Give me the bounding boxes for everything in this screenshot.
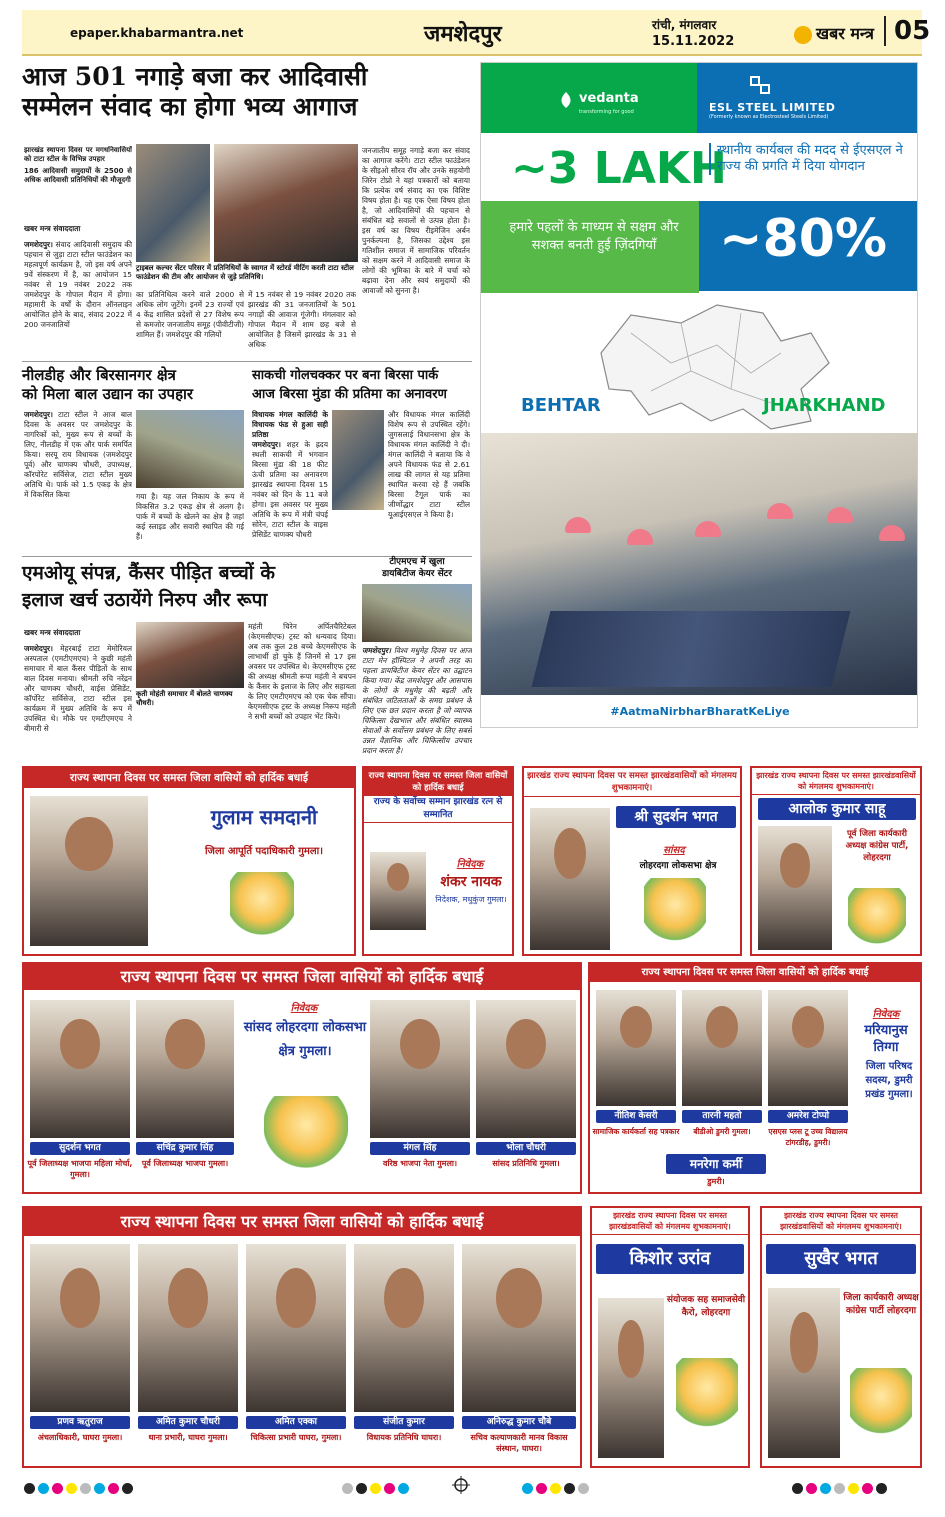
person-name: भोला चौधरी	[476, 1142, 576, 1155]
person-name: मंगल सिंह	[370, 1142, 470, 1155]
person-name: किशोर उरांव	[596, 1244, 744, 1274]
story5-text: विश्व मधुमेह दिवस पर आज टाटा मेन हॉस्पिटल ने अपनी तरह का पहला डायबिटीज केयर सेंटर का उद्घाटन किया गया। केंद्र जमशेदपुर और आसपास के लोगों के मधुमेह की बढ़ती और संबंधित जटिलताओं के समग्र प्रबंधन के लिए एक छत प्रदान करता है जो व्यापक चिकित्सा देखभाल और संबंधित स्वास्थ्य सेवाओं के सर्वोत्तम प्रबंधन के लिए सबसे उन्नत वैज्ञानिक और चिकित्सीय उपचार प्रदान करता है।	[362, 646, 472, 755]
green-text: हमारे पहलों के माध्यम से सक्षम और सशक्त बनती हुई ज़िंदगियाँ	[509, 220, 679, 253]
person-name: तारनी महतो	[682, 1110, 762, 1123]
nivedak-label: निवेदक	[456, 859, 484, 870]
person-designation: बीडीओ डुमरी गुमला।	[693, 1127, 751, 1136]
person-name: अनिरुद्ध कुमार चौबे	[462, 1416, 576, 1429]
percent-panel	[699, 201, 918, 291]
lakh-text: स्थानीय कार्यबल की मदद से ईएसएल ने राज्य की प्रगति में दिया योगदान	[709, 143, 909, 175]
person-designation: संयोजक सह समाजसेवी कैरो, लोहरदगा	[666, 1295, 746, 1318]
person-name: आलोक कुमार साहू	[758, 798, 916, 820]
greeting-ad-gumla-bjp	[22, 962, 582, 1194]
story3-bullet: विधायक मंगल कालिंदी के विधायक फंड से हुआ सही प्रतिष्ठा	[252, 410, 328, 439]
masthead	[22, 10, 931, 56]
color-dots-right	[792, 1478, 890, 1497]
story1-text-a: संवाद आदिवासी समुदाय की पहचान से जुड़ा टाटा स्टील फाउंडेशन का महत्वपूर्ण कार्यक्रम है, जो इस वर्ष अपने 9वें संस्करण में है, का आयोजन 15 नवंबर से 19 नवंबर 2022 तक जमशेदपुर के गोपाल मैदान में होगा। महामारी के वर्षों के दौरान ऑनलाइन आयोजित होने के बाद, संवाद 2022 में 200 जनजातियों	[24, 240, 132, 329]
person-name: अमरेश टोप्पो	[768, 1110, 848, 1123]
person-title: सांसद	[663, 845, 685, 856]
edition-place: रांची, मंगलवार	[652, 18, 717, 32]
greeting-ad-ghaghra	[22, 1206, 582, 1468]
person-name: गुलाम समदानी	[210, 805, 318, 829]
person-designation: सांसद प्रतिनिधि गुमला।	[492, 1159, 560, 1168]
jharkhand-emblem-icon	[676, 1358, 738, 1432]
story4-col-b: महंती चिरेन अर्पितचैरिटेबल (केएमसीएफ) ट्रस्ट को धन्यवाद दिया। अब तक कुल 28 बच्चे केएमसीएफ के लाभार्थी हो चुके हैं जिनमें से 17 इस अवसर पर उपस्थित थे। केएमसीएफ ट्रस्ट की अध्यक्ष श्रीमती रूपा महंती ने बचपन के कैंसर के इलाज के लिए और सहायता के लिए एमटीएमएच को एक चेक सौंपा। केएमसीएफ ट्रस्ट के अध्यक्ष निरूप महंती ने सभी बच्चों को उपहार भेंट किये।	[248, 622, 356, 721]
person-name: अमित कुमार चौधरी	[138, 1416, 238, 1429]
greeting-bar: झारखंड राज्य स्थापना दिवस पर समस्त झारखंडवासियों को मंगलमय शुभकामनाएं।	[762, 1208, 920, 1235]
box-name: मनरेगा कर्मी	[666, 1154, 766, 1174]
esl-subtitle: (Formerly known as Electrosteel Steels Limited)	[709, 114, 829, 120]
story4-headline	[22, 560, 362, 614]
greeting-bar: राज्य स्थापना दिवस पर समस्त जिला वासियों को हार्दिक बधाई	[24, 768, 354, 788]
jharkhand-emblem-icon	[850, 1368, 912, 1438]
vedanta-name: vedanta	[579, 91, 639, 106]
story3-col-b: और विधायक मंगल कालिंदी विशेष रूप से उपस्थित रहेंगे। जुगसलाई विधानसभा क्षेत्र के विधायक मंगल कालिंदी ने दी। मंगल कालिंदी ने बताया कि वे अपने विधायक फंड से 2.61 लाख की लागत से यह प्रतिमा स्थापित करवा रहे हैं जबकि बिरसा टैगूल पार्क का जीर्णोद्धार टाटा स्टील यूआईएसएल ने किया है।	[388, 410, 470, 519]
story2-photo	[136, 410, 244, 488]
person-designation: अंचलाधिकारी, घाघरा गुमला।	[37, 1433, 123, 1442]
story5-headline	[362, 556, 472, 580]
story4-text-a: मेहरबाई टाटा मेमोरियल अस्पताल (एमटीएमएच) ने कुछी महंती समाचार में बाल कैंसर पीड़ितों के साथ बाल दिवस मनाया। श्रीमती रुचि नरेंद्रन और चाणक्य चौधरी, वाईस प्रेसिडेंट, कॉर्पोरेट सर्विसेज, टाटा स्टील इस कार्यक्रम में मुख्य अतिथि के रूप में उपस्थित थे। मौके पर एमटीएमएच ने बीमारी से	[24, 644, 132, 733]
story5-headline-line2: डायबिटीज केयर सेंटर	[382, 569, 452, 579]
main-person-designation: जिला परिषद सदस्य, डुमरी प्रखंड गुमला।	[865, 1061, 913, 1100]
story1-headline	[22, 62, 472, 122]
jharkhand-emblem-icon	[230, 872, 294, 938]
person-name: श्री सुदर्शन भगत	[616, 806, 736, 828]
person-designation: थाना प्रभारी, घाघरा गुमला।	[148, 1433, 228, 1442]
page-number: 05	[884, 16, 930, 46]
story1-bullets	[24, 146, 132, 185]
color-dots-mid	[522, 1478, 592, 1497]
person-name: नीतिश केसरी	[596, 1110, 676, 1123]
person-designation: पूर्व जिला कार्यकारी अध्यक्ष कांग्रेस पार्टी, लोहरदगा	[845, 829, 909, 863]
nivedak-label: निवेदक	[872, 1009, 900, 1020]
story4-headline-line1: एमओयू संपन्न, कैंसर पीड़ित बच्चों के	[22, 562, 275, 584]
logo-icon	[794, 26, 812, 44]
esl-logo-panel	[697, 63, 918, 133]
person-designation: वरिष्ठ भाजपा नेता गुमला।	[383, 1159, 457, 1168]
nivedak-label: निवेदक	[290, 1003, 318, 1014]
story3-headline-line1: साकची गोलचक्कर पर बना बिरसा पार्क	[252, 368, 439, 383]
greeting-bar: झारखंड राज्य स्थापना दिवस पर समस्त झारखंडवासियों को मंगलमय शुभकामनाएं।	[752, 768, 920, 795]
story1-col-c: में 15 नवंबर से 19 नवंबर 2020 तक झारखंड की 31 जनजातियों के 501 नगाड़ों की आवाज गूंजेगी। मंगलवार को गोपाल मैदान में शाम छह बजे से आयोजित है जिसमें झारखंड के 31 से अधिक	[248, 290, 356, 349]
person-designation: सचिव कल्याणकारी मानव विकास संस्थान, घाघरा।	[470, 1433, 568, 1453]
esl-title: ESL STEEL LIMITED	[709, 101, 836, 114]
person-designation: लोहरदगा लोकसभा क्षेत्र	[639, 861, 717, 871]
greeting-bar: राज्य स्थापना दिवस पर समस्त जिला वासियों को हार्दिक बधाई	[24, 964, 580, 990]
person-name: शंकर नायक	[440, 874, 502, 890]
story1-caption: ट्राइबल कल्चर सेंटर परिसर में प्रतिनिधियों के स्वागत में स्टोरर्ड मीटिंग करती टाटा स्टील फाउंडेशन की टीम और आयोजन से जुड़े प्रतिनिधि।	[136, 264, 354, 281]
person-designation: जिला आपूर्ति पदाधिकारी गुमला।	[204, 846, 324, 857]
behtar-word: BEHTAR	[521, 395, 601, 416]
person-name: प्रणव ऋतुराज	[30, 1416, 130, 1429]
esl-name	[709, 101, 835, 120]
story1-byline: खबर मन्त्र संवाददाता	[24, 224, 81, 233]
greeting-bar: झारखंड राज्य स्थापना दिवस पर समस्त झारखंडवासियों को मंगलमय शुभकामनाएं।	[524, 768, 740, 797]
jharkhand-emblem-icon	[848, 888, 906, 946]
percent-figure: ~80%	[719, 209, 888, 269]
story2-col-a	[24, 410, 132, 556]
edition-city: जमशेदपुर	[424, 22, 502, 47]
person-designation: निदेशक, मधुकुंज गुमला।	[435, 895, 507, 904]
dateline: जमशेदपुर।	[252, 440, 281, 449]
story4-caption: कृती मोहंती समाचार में बोलते चाणक्य चौधरी।	[136, 690, 233, 707]
jharkhand-emblem-icon	[264, 1096, 348, 1168]
story5-body	[362, 646, 472, 758]
vedanta-logo-panel	[481, 63, 697, 133]
greeting-ad-alok	[750, 766, 922, 956]
award-line: राज्य के सर्वोच्च सम्मान झारखंड रत्न से सम्मानित	[364, 796, 512, 823]
dateline: जमशेदपुर।	[24, 644, 53, 653]
story1-col-a	[24, 240, 132, 358]
person-name: सुखैर भगत	[766, 1244, 916, 1274]
story3-text-a: शहर के ह्रदय स्थली साकची में भगवान बिरसा मुंडा की 18 फीट ऊंची प्रतिमा का अनावरण झारखंड स्थापना दिवस 15 नवंबर को दिन के 11 बजे होगा। इस अवसर पर मुख्य अतिथि के रूप में मंत्री चंपई सोरेन, टाटा स्टील के वाइस प्रेसिडेंट चाणक्य चौधरी	[252, 440, 328, 539]
site-url[interactable]: epaper.khabarmantra.net	[70, 26, 244, 40]
story1-bullet-1: झारखंड स्थापना दिवस पर मगधनिवासियों को टाटा स्टील के विभिन्न उपहार	[24, 146, 132, 163]
greeting-bar: राज्य स्थापना दिवस पर समस्त जिला वासियों को हार्दिक बधाई	[24, 1208, 580, 1236]
vedanta-tagline: transforming for good	[579, 109, 634, 115]
story1-col-b: का प्रतिनिधित्व करने वाले 2000 से अधिक लोग जुटेंगे। इनमें 23 राज्यों एवं 4 केंद्र शासित प्रदेशों से 27 विशेष रूप से कमजोर जनजातीय समूह (पीवीटीजी) शामिल हैं। जमशेदपुर की गलियों	[136, 290, 244, 339]
solar-panel-workers-photo	[481, 433, 918, 695]
story2-headline	[22, 366, 250, 404]
person-designation: विधायक प्रतिनिधि घाघरा।	[366, 1433, 442, 1442]
color-dots-left	[24, 1478, 136, 1497]
main-person-name: मरियानुस तिग्गा	[864, 1023, 908, 1055]
print-registration-marks	[22, 1474, 922, 1496]
birsa-statue-photo	[332, 410, 384, 510]
person-designation: पूर्व जिलाध्यक्ष भाजपा महिला मोर्चा, गुमला।	[27, 1159, 133, 1179]
jharkhand-emblem-icon	[644, 878, 706, 944]
lakh-figure: ~3 LAKH	[511, 143, 727, 194]
person-name: सचिंद्र कुमार सिंह	[136, 1142, 234, 1155]
greeting-bar: राज्य स्थापना दिवस पर समस्त जिला वासियों को हार्दिक बधाई	[590, 964, 920, 982]
color-dots-center	[342, 1478, 412, 1497]
story1-photo-1	[136, 144, 210, 262]
story3-col-a	[252, 440, 328, 554]
center-text: सांसद लोहरदगा लोकसभा क्षेत्र गुमला।	[243, 1020, 367, 1059]
person-name: अमित एक्का	[246, 1416, 346, 1429]
story1-headline-line2: सम्मेलन संवाद का होगा भव्य आगाज	[22, 92, 358, 121]
brand-name: खबर मन्त्र	[816, 24, 874, 43]
hashtag-bar: #AatmaNirbharBharatKeLiye	[481, 695, 918, 728]
box-designation: डुमरी।	[707, 1177, 725, 1186]
person-designation: एसएस प्लस टू उच्च विद्यालय टांगरडीह, डुमरी।	[768, 1127, 848, 1147]
greeting-ad-kishor	[590, 1206, 750, 1468]
esl-logo-icon	[749, 75, 771, 95]
person-designation: पूर्व जिलाध्यक्ष भाजपा गुमला।	[141, 1159, 229, 1168]
story1-photo-2	[214, 144, 358, 262]
story4-col-a	[24, 644, 132, 758]
edition-date: 15.11.2022	[652, 34, 735, 49]
story3-headline	[252, 366, 474, 404]
vedanta-esl-advert	[480, 62, 918, 728]
person-designation: जिला कार्यकारी अध्यक्ष कांग्रेस पार्टी लोहरदगा	[843, 1293, 919, 1316]
story5-headline-line1: टीएमएच में खुला	[389, 557, 445, 567]
person-name: संजीत कुमार	[354, 1416, 454, 1429]
story1-headline-line1: आज 501 नगाड़े बजा कर आदिवासी	[22, 62, 368, 91]
dateline: जमशेदपुर।	[24, 240, 53, 249]
jharkhand-word: JHARKHAND	[763, 395, 886, 416]
story2-col-b: गया है। यह जल निकाय के रूप में विकसित 3.2 एकड़ क्षेत्र से अलग है। पार्क में बच्चों के खेलने का क्षेत्र है जहां कई स्लाइड और सवारी स्थापित की गई हैं।	[136, 492, 244, 541]
story2-headline-line2: को मिला बाल उद्यान का उपहार	[22, 385, 194, 403]
person-designation: चिकित्सा प्रभारी घाघरा, गुमला।	[250, 1433, 342, 1442]
dateline: जमशेदपुर।	[24, 410, 53, 419]
greeting-ad-sukhair	[760, 1206, 922, 1468]
story4-byline: खबर मन्त्र संवाददाता	[24, 628, 81, 637]
greeting-ad-dumri	[588, 962, 922, 1194]
person-designation: सामाजिक कार्यकर्ता सह पत्रकार	[592, 1127, 680, 1136]
vedanta-flame-icon	[557, 91, 575, 109]
greeting-ad-sudarshan	[522, 766, 742, 956]
greeting-bar: राज्य स्थापना दिवस पर समस्त जिला वासियों को हार्दिक बधाई	[364, 768, 512, 796]
story2-text-a: टाटा स्टील ने आज बाल दिवस के अवसर पर जमशेदपुर के नागरिकों को, मुख्य रूप से बच्चों के लिए, नीलडीह में एक और पार्क समर्पित किया। सरयू राय विधायक (जमशेदपुर पूर्व) और चाणक्य चौधरी, उपाध्यक्ष, कॉरपोरेट सर्विसेज, टाटा स्टील मुख्य अतिथि थे। पार्क को 1.5 एकड़ के क्षेत्र में विकसित किया	[24, 410, 132, 499]
story5-photo	[362, 584, 472, 642]
dateline: जमशेदपुर।	[362, 646, 391, 655]
brand-logo	[794, 22, 874, 44]
divider	[22, 361, 472, 362]
greeting-bar: झारखंड राज्य स्थापना दिवस पर समस्त झारखंडवासियों को मंगलमय शुभकामनाएं।	[592, 1208, 748, 1235]
story3-headline-line2: आज बिरसा मुंडा की प्रतिमा का अनावरण	[252, 387, 447, 402]
story2-headline-line1: नीलडीह और बिरसानगर क्षेत्र	[22, 366, 176, 384]
story1-bullet-2: 186 आदिवासी समुदायों के 2500 से अधिक आदिवासी प्रतिनिधियों की मौजूदगी	[24, 167, 132, 184]
story4-headline-line2: इलाज खर्च उठायेंगे निरुप और रूपा	[22, 589, 268, 611]
story1-col-d: जनजातीय समूह नगाड़े बजा कर संवाद का आगाज करेंगे। टाटा स्टील फाउंडेशन के सीइओ सौरव रॉय और उनके सहयोगी जिरेन टोप्नो ने यहां पत्रकारों को बताया कि प्रत्येक वर्ष संवाद का एक विशिष्ट विषय होता है। यह एक ऐसा विषय होता है, जो आदिवासियों की पहचान से संबंधित बड़े सवालों से उत्पन्न होता है। इस वर्ष का विषय रीइमेजिन अर्बन पुनर्कल्पना है, जिसका उद्देश्य इस गतिशील समाज में सामाजिक परिवर्तन को सक्षम करने में आदिवासी समाज के लोगों की भूमिका के बारे में चर्चा को बढ़ावा देना और स्वयं समुदायों की आवाजों को सुनना है।	[362, 146, 470, 295]
crosshair-icon	[452, 1476, 470, 1494]
story4-photo	[136, 622, 244, 688]
greeting-ad-ghulam	[22, 766, 356, 956]
person-name: सुदर्शन भगत	[30, 1142, 130, 1155]
greeting-ad-shankar	[362, 766, 514, 956]
